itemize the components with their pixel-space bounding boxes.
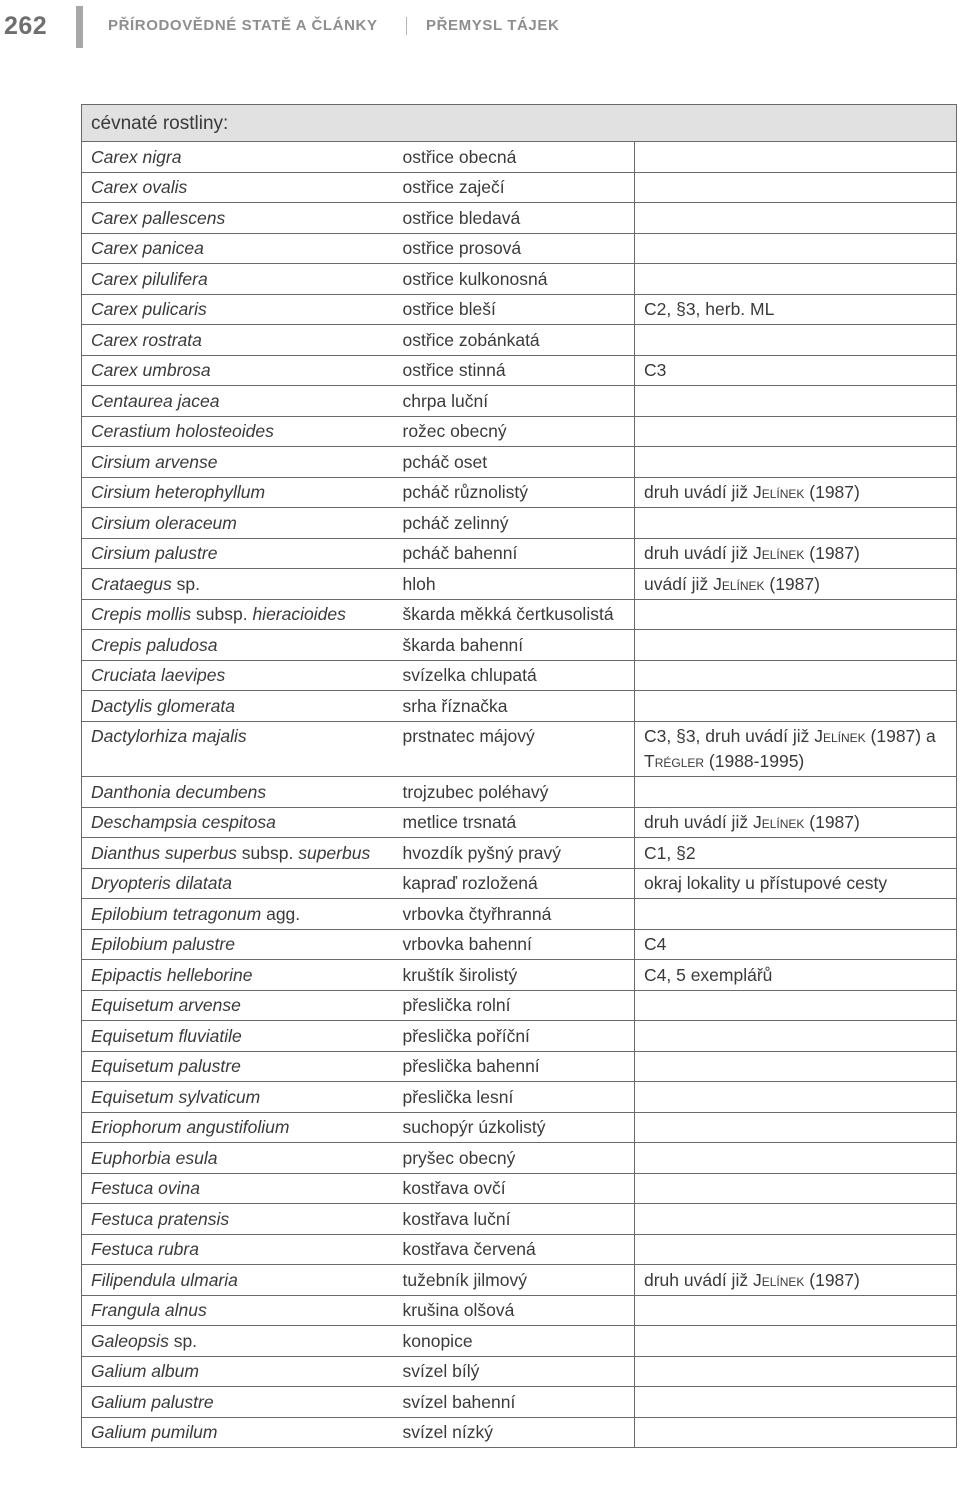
latin-name: Galium pumilum bbox=[91, 1422, 218, 1442]
czech-name: prstnatec májový bbox=[402, 726, 535, 746]
latin-name-cell bbox=[82, 660, 394, 691]
note-cell bbox=[635, 569, 957, 600]
czech-name-cell bbox=[394, 325, 635, 356]
latin-name-cell bbox=[82, 1295, 394, 1326]
czech-name-cell bbox=[394, 630, 635, 661]
czech-name-cell bbox=[394, 929, 635, 960]
table-row bbox=[82, 1143, 957, 1174]
author-name: Jelínek bbox=[752, 1269, 805, 1290]
species-table bbox=[81, 104, 957, 1448]
czech-name-cell bbox=[394, 386, 635, 417]
note-text: okraj lokality u přístupové cesty bbox=[644, 873, 888, 893]
latin-name: Carex rostrata bbox=[91, 329, 202, 350]
table-row bbox=[82, 1021, 957, 1052]
latin-name: Festuca ovina bbox=[91, 1178, 200, 1198]
czech-name: kostřava luční bbox=[402, 1208, 511, 1229]
latin-name: Equisetum fluviatile bbox=[91, 1025, 242, 1046]
note-cell bbox=[635, 1234, 957, 1265]
czech-name-cell bbox=[394, 1387, 635, 1418]
note-text: druh uvádí již bbox=[644, 1269, 753, 1290]
latin-name-cell bbox=[82, 1265, 394, 1296]
latin-qualifier: agg. bbox=[261, 903, 301, 924]
czech-name-cell bbox=[394, 1417, 635, 1448]
note-text: C1, §2 bbox=[644, 842, 696, 863]
czech-name-cell bbox=[394, 355, 635, 386]
czech-name: ostřice prosová bbox=[402, 238, 522, 258]
czech-name-cell bbox=[394, 721, 635, 777]
czech-name: konopice bbox=[402, 1330, 473, 1351]
note-text: (1987) bbox=[764, 573, 820, 594]
czech-name: škarda měkká čertkusolistá bbox=[402, 604, 614, 624]
czech-name-cell bbox=[394, 264, 635, 295]
latin-name: Epilobium tetragonum bbox=[91, 903, 262, 924]
latin-name: Crepis mollis bbox=[91, 604, 192, 624]
czech-name-cell bbox=[394, 233, 635, 264]
czech-name: přeslička poříční bbox=[402, 1025, 530, 1046]
latin-name-cell bbox=[82, 960, 394, 991]
table-row bbox=[82, 233, 957, 264]
table-row bbox=[82, 777, 957, 808]
latin-name-cell bbox=[82, 599, 394, 630]
czech-name: ostřice bledavá bbox=[402, 207, 521, 228]
latin-name-cell bbox=[82, 416, 394, 447]
note-cell bbox=[635, 355, 957, 386]
table-row bbox=[82, 1326, 957, 1357]
latin-name-cell bbox=[82, 1234, 394, 1265]
latin-name: Euphorbia esula bbox=[91, 1147, 218, 1168]
note-cell bbox=[635, 264, 957, 295]
czech-name: pcháč bahenní bbox=[402, 543, 518, 563]
note-cell bbox=[635, 807, 957, 838]
czech-name: tužebník jilmový bbox=[402, 1269, 527, 1290]
note-text: C2, §3, herb. ML bbox=[644, 299, 775, 319]
latin-name-cell bbox=[82, 899, 394, 930]
table-row bbox=[82, 1204, 957, 1235]
czech-name-cell bbox=[394, 1082, 635, 1113]
table-row bbox=[82, 508, 957, 539]
latin-name-cell bbox=[82, 990, 394, 1021]
czech-name-cell bbox=[394, 569, 635, 600]
latin-name: Galium palustre bbox=[91, 1391, 214, 1412]
note-cell bbox=[635, 1112, 957, 1143]
latin-name-cell bbox=[82, 508, 394, 539]
czech-name: trojzubec poléhavý bbox=[402, 781, 549, 802]
czech-name-cell bbox=[394, 1112, 635, 1143]
header-separator bbox=[406, 17, 407, 35]
latin-name: Carex ovalis bbox=[91, 177, 188, 197]
running-title: PŘÍRODOVĚDNÉ STATĚ A ČLÁNKY bbox=[108, 17, 378, 34]
czech-name: pcháč oset bbox=[402, 451, 488, 472]
czech-name-cell bbox=[394, 660, 635, 691]
note-cell bbox=[635, 233, 957, 264]
czech-name-cell bbox=[394, 203, 635, 234]
czech-name-cell bbox=[394, 1173, 635, 1204]
note-text: uvádí již bbox=[644, 573, 714, 594]
czech-name: přeslička lesní bbox=[402, 1086, 514, 1107]
note-cell bbox=[635, 990, 957, 1021]
czech-name-cell bbox=[394, 142, 635, 173]
czech-name: pcháč různolistý bbox=[402, 482, 528, 502]
author-name: Jelínek bbox=[752, 812, 805, 832]
czech-name: škarda bahenní bbox=[402, 634, 524, 655]
note-cell bbox=[635, 508, 957, 539]
latin-name-cell bbox=[82, 838, 394, 869]
latin-name-cell bbox=[82, 538, 394, 569]
latin-name: Carex nigra bbox=[91, 146, 182, 167]
czech-name-cell bbox=[394, 1143, 635, 1174]
latin-name: Frangula alnus bbox=[91, 1300, 207, 1320]
note-text: C4 bbox=[644, 934, 667, 954]
author-name: Jelínek bbox=[752, 543, 805, 563]
table-row bbox=[82, 599, 957, 630]
latin-name: Galium album bbox=[91, 1361, 199, 1381]
note-cell bbox=[635, 1295, 957, 1326]
latin-name: Dryopteris dilatata bbox=[91, 873, 233, 893]
czech-name-cell bbox=[394, 538, 635, 569]
czech-name-cell bbox=[394, 838, 635, 869]
czech-name-cell bbox=[394, 960, 635, 991]
czech-name-cell bbox=[394, 868, 635, 899]
note-cell bbox=[635, 660, 957, 691]
latin-name-tail: hieracioides bbox=[252, 604, 346, 624]
note-text: (1988-1995) bbox=[704, 751, 805, 771]
latin-name: Cirsium oleraceum bbox=[91, 512, 237, 533]
page-header bbox=[0, 0, 960, 60]
latin-name: Epilobium palustre bbox=[91, 934, 235, 954]
latin-name-cell bbox=[82, 294, 394, 325]
latin-name-cell bbox=[82, 172, 394, 203]
note-cell bbox=[635, 1265, 957, 1296]
table-row bbox=[82, 1265, 957, 1296]
czech-name-cell bbox=[394, 1051, 635, 1082]
czech-name-cell bbox=[394, 1265, 635, 1296]
page-number: 262 bbox=[4, 12, 48, 40]
latin-name: Centaurea jacea bbox=[91, 390, 220, 411]
note-text: druh uvádí již bbox=[644, 482, 753, 502]
latin-name-tail: superbus bbox=[298, 842, 371, 863]
czech-name-cell bbox=[394, 416, 635, 447]
table-row bbox=[82, 355, 957, 386]
czech-name-cell bbox=[394, 807, 635, 838]
latin-name-cell bbox=[82, 1051, 394, 1082]
czech-name-cell bbox=[394, 172, 635, 203]
table-row bbox=[82, 569, 957, 600]
latin-name: Dianthus superbus bbox=[91, 842, 237, 863]
czech-name: svízel bahenní bbox=[402, 1391, 516, 1412]
note-cell bbox=[635, 538, 957, 569]
latin-name-cell bbox=[82, 1417, 394, 1448]
table-row bbox=[82, 1387, 957, 1418]
latin-name: Filipendula ulmaria bbox=[91, 1269, 238, 1290]
table-row bbox=[82, 1051, 957, 1082]
table-row bbox=[82, 838, 957, 869]
note-text: (1987) bbox=[804, 1269, 860, 1290]
table-row bbox=[82, 203, 957, 234]
note-cell bbox=[635, 1326, 957, 1357]
table-row bbox=[82, 630, 957, 661]
czech-name-cell bbox=[394, 477, 635, 508]
note-cell bbox=[635, 721, 957, 777]
latin-name-cell bbox=[82, 233, 394, 264]
note-text: druh uvádí již bbox=[644, 543, 753, 563]
czech-name-cell bbox=[394, 1234, 635, 1265]
note-cell bbox=[635, 691, 957, 722]
czech-name: kruštík širolistý bbox=[402, 964, 518, 985]
table-row bbox=[82, 990, 957, 1021]
table-row bbox=[82, 325, 957, 356]
note-cell bbox=[635, 447, 957, 478]
czech-name: vrbovka bahenní bbox=[402, 934, 532, 954]
czech-name: ostřice obecná bbox=[402, 146, 517, 167]
note-cell bbox=[635, 777, 957, 808]
latin-name-cell bbox=[82, 325, 394, 356]
latin-name: Cruciata laevipes bbox=[91, 665, 226, 685]
czech-name-cell bbox=[394, 990, 635, 1021]
czech-name: kostřava ovčí bbox=[402, 1178, 506, 1198]
table-row bbox=[82, 1082, 957, 1113]
latin-name-cell bbox=[82, 721, 394, 777]
note-text: druh uvádí již bbox=[644, 812, 753, 832]
section-title: cévnaté rostliny: bbox=[82, 105, 957, 142]
latin-name-cell bbox=[82, 1112, 394, 1143]
latin-name: Crataegus bbox=[91, 573, 172, 594]
latin-name-cell bbox=[82, 1082, 394, 1113]
table-row bbox=[82, 264, 957, 295]
latin-name-cell bbox=[82, 1173, 394, 1204]
table-row bbox=[82, 1356, 957, 1387]
table-row bbox=[82, 868, 957, 899]
czech-name: ostřice kulkonosná bbox=[402, 268, 548, 289]
latin-name: Carex pilulifera bbox=[91, 268, 208, 289]
note-cell bbox=[635, 142, 957, 173]
table-row bbox=[82, 416, 957, 447]
czech-name-cell bbox=[394, 599, 635, 630]
czech-name: svízelka chlupatá bbox=[402, 665, 537, 685]
note-text: (1987) bbox=[804, 812, 860, 832]
czech-name-cell bbox=[394, 1204, 635, 1235]
author-name: Jelínek bbox=[814, 726, 866, 746]
latin-name-cell bbox=[82, 569, 394, 600]
latin-name: Cirsium heterophyllum bbox=[91, 482, 266, 502]
note-cell bbox=[635, 868, 957, 899]
running-author: PŘEMYSL TÁJEK bbox=[426, 17, 560, 34]
czech-name: přeslička bahenní bbox=[402, 1056, 540, 1076]
latin-name-cell bbox=[82, 447, 394, 478]
latin-name: Equisetum sylvaticum bbox=[91, 1086, 261, 1107]
czech-name-cell bbox=[394, 1356, 635, 1387]
latin-name-cell bbox=[82, 1356, 394, 1387]
table-row bbox=[82, 386, 957, 417]
author-name: Trégler bbox=[644, 751, 705, 771]
latin-name: Crepis paludosa bbox=[91, 634, 218, 655]
note-cell bbox=[635, 1356, 957, 1387]
note-cell bbox=[635, 203, 957, 234]
latin-name-cell bbox=[82, 386, 394, 417]
latin-name-cell bbox=[82, 630, 394, 661]
latin-name-cell bbox=[82, 1387, 394, 1418]
czech-name: vrbovka čtyřhranná bbox=[402, 903, 552, 924]
latin-qualifier: sp. bbox=[168, 1330, 198, 1351]
latin-name: Dactylis glomerata bbox=[91, 695, 235, 716]
note-cell bbox=[635, 1051, 957, 1082]
latin-name-cell bbox=[82, 691, 394, 722]
note-text: C3, §3, druh uvádí již bbox=[644, 726, 815, 746]
czech-name: ostřice zobánkatá bbox=[402, 329, 540, 350]
section-header-row bbox=[82, 105, 957, 142]
czech-name: chrpa luční bbox=[402, 390, 489, 411]
note-cell bbox=[635, 1021, 957, 1052]
czech-name: svízel bílý bbox=[402, 1361, 480, 1381]
latin-name-cell bbox=[82, 929, 394, 960]
czech-name: suchopýr úzkolistý bbox=[402, 1117, 546, 1137]
author-name: Jelínek bbox=[713, 573, 765, 594]
note-text: (1987) bbox=[804, 543, 860, 563]
czech-name-cell bbox=[394, 777, 635, 808]
note-cell bbox=[635, 899, 957, 930]
note-cell bbox=[635, 960, 957, 991]
note-cell bbox=[635, 1204, 957, 1235]
note-cell bbox=[635, 838, 957, 869]
czech-name: svízel nízký bbox=[402, 1422, 493, 1442]
note-text: (1987) bbox=[804, 482, 860, 502]
czech-name: krušina olšová bbox=[402, 1300, 515, 1320]
note-cell bbox=[635, 1082, 957, 1113]
czech-name: ostřice stinná bbox=[402, 360, 506, 380]
latin-name-cell bbox=[82, 264, 394, 295]
czech-name: hloh bbox=[402, 573, 436, 594]
czech-name: pcháč zelinný bbox=[402, 512, 509, 533]
latin-name-cell bbox=[82, 807, 394, 838]
note-cell bbox=[635, 929, 957, 960]
czech-name-cell bbox=[394, 1295, 635, 1326]
note-cell bbox=[635, 294, 957, 325]
latin-name: Epipactis helleborine bbox=[91, 964, 253, 985]
latin-name: Eriophorum angustifolium bbox=[91, 1117, 290, 1137]
note-text: (1987) a bbox=[865, 726, 936, 746]
latin-name-cell bbox=[82, 203, 394, 234]
latin-name: Dactylorhiza majalis bbox=[91, 726, 247, 746]
latin-name: Carex panicea bbox=[91, 238, 204, 258]
czech-name-cell bbox=[394, 294, 635, 325]
czech-name-cell bbox=[394, 508, 635, 539]
latin-name-cell bbox=[82, 1204, 394, 1235]
latin-qualifier: subsp. bbox=[191, 604, 253, 624]
table-row bbox=[82, 1417, 957, 1448]
note-cell bbox=[635, 1143, 957, 1174]
table-row bbox=[82, 899, 957, 930]
table-row bbox=[82, 721, 957, 777]
czech-name-cell bbox=[394, 691, 635, 722]
latin-name-cell bbox=[82, 868, 394, 899]
note-cell bbox=[635, 630, 957, 661]
author-name: Jelínek bbox=[752, 482, 805, 502]
note-cell bbox=[635, 1387, 957, 1418]
note-cell bbox=[635, 1173, 957, 1204]
latin-name: Deschampsia cespitosa bbox=[91, 812, 276, 832]
czech-name: ostřice zaječí bbox=[402, 177, 505, 197]
czech-name-cell bbox=[394, 899, 635, 930]
latin-name-cell bbox=[82, 777, 394, 808]
czech-name: rožec obecný bbox=[402, 421, 507, 441]
latin-name: Festuca pratensis bbox=[91, 1208, 230, 1229]
table-row bbox=[82, 960, 957, 991]
latin-name: Carex pallescens bbox=[91, 207, 226, 228]
table-row bbox=[82, 142, 957, 173]
latin-name-cell bbox=[82, 1143, 394, 1174]
czech-name: kostřava červená bbox=[402, 1239, 536, 1259]
table-row bbox=[82, 477, 957, 508]
czech-name-cell bbox=[394, 447, 635, 478]
latin-name-cell bbox=[82, 1021, 394, 1052]
latin-qualifier: subsp. bbox=[236, 842, 299, 863]
czech-name: metlice trsnatá bbox=[402, 812, 517, 832]
latin-name: Equisetum arvense bbox=[91, 995, 241, 1015]
note-cell bbox=[635, 416, 957, 447]
czech-name: kapraď rozložená bbox=[402, 873, 538, 893]
table-row bbox=[82, 807, 957, 838]
table-row bbox=[82, 929, 957, 960]
table-row bbox=[82, 691, 957, 722]
latin-name: Cirsium palustre bbox=[91, 543, 218, 563]
table-row bbox=[82, 660, 957, 691]
latin-name: Cirsium arvense bbox=[91, 451, 218, 472]
latin-name: Festuca rubra bbox=[91, 1239, 199, 1259]
latin-name-cell bbox=[82, 355, 394, 386]
latin-name-cell bbox=[82, 1326, 394, 1357]
note-text: C3 bbox=[644, 360, 667, 380]
latin-name-cell bbox=[82, 142, 394, 173]
note-cell bbox=[635, 172, 957, 203]
czech-name: hvozdík pyšný pravý bbox=[402, 842, 562, 863]
czech-name: přeslička rolní bbox=[402, 995, 511, 1015]
note-cell bbox=[635, 1417, 957, 1448]
header-divider-bar bbox=[76, 6, 83, 48]
latin-name-cell bbox=[82, 477, 394, 508]
note-cell bbox=[635, 477, 957, 508]
note-cell bbox=[635, 599, 957, 630]
note-text: C4, 5 exemplářů bbox=[644, 964, 773, 985]
table-row bbox=[82, 172, 957, 203]
czech-name-cell bbox=[394, 1021, 635, 1052]
czech-name: pryšec obecný bbox=[402, 1147, 516, 1168]
table-row bbox=[82, 1295, 957, 1326]
latin-name: Danthonia decumbens bbox=[91, 781, 267, 802]
table-row bbox=[82, 447, 957, 478]
table-row bbox=[82, 1173, 957, 1204]
latin-name: Carex umbrosa bbox=[91, 360, 211, 380]
czech-name: ostřice bleší bbox=[402, 299, 496, 319]
table-row bbox=[82, 1234, 957, 1265]
latin-name: Equisetum palustre bbox=[91, 1056, 241, 1076]
table-row bbox=[82, 294, 957, 325]
latin-name: Galeopsis bbox=[91, 1330, 169, 1351]
latin-name: Carex pulicaris bbox=[91, 299, 207, 319]
table-row bbox=[82, 538, 957, 569]
latin-qualifier: sp. bbox=[171, 573, 200, 594]
latin-name: Cerastium holosteoides bbox=[91, 421, 274, 441]
note-cell bbox=[635, 325, 957, 356]
czech-name-cell bbox=[394, 1326, 635, 1357]
czech-name: srha říznačka bbox=[402, 695, 508, 716]
note-cell bbox=[635, 386, 957, 417]
table-row bbox=[82, 1112, 957, 1143]
